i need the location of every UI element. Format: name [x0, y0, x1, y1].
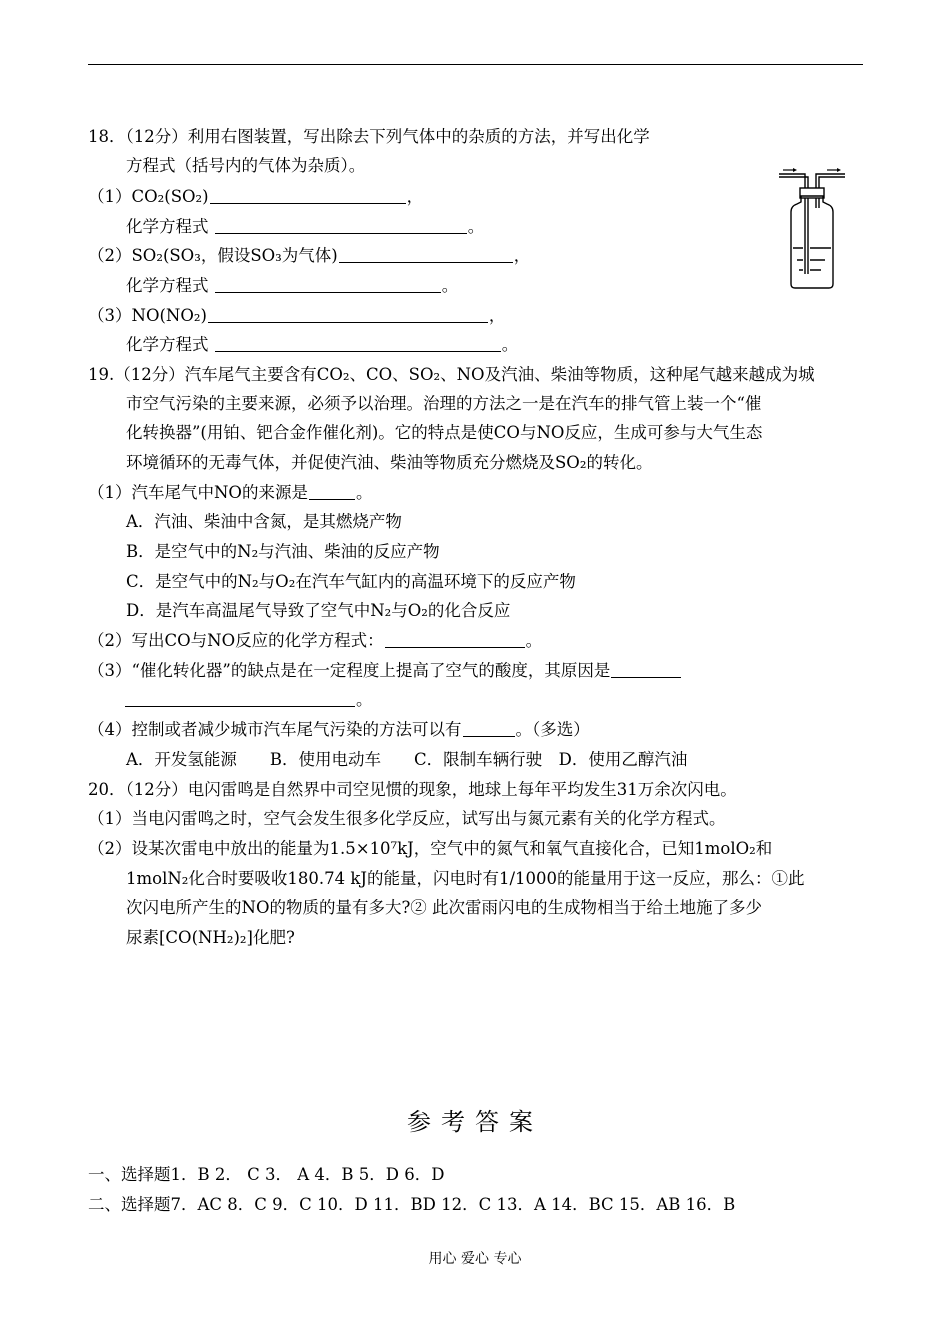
q19-sub-3: [88, 660, 682, 682]
q18-item-3-prefix: （3）: [88, 306, 132, 325]
header-rule: [88, 64, 863, 65]
q19-option-a: A．汽油、柴油中含氮，是其燃烧产物: [126, 512, 402, 531]
q19-sub-4-text: （4）控制或者减少城市汽车尾气污染的方法可以有: [88, 720, 462, 739]
q18-item-2-formula: SO₂(SO₃，假设SO₃为气体): [131, 246, 338, 265]
q18-item-2-prefix: （2）: [88, 246, 132, 265]
comma: ，: [488, 306, 506, 325]
answer-blank[interactable]: [385, 631, 525, 648]
answer-blank[interactable]: [215, 276, 441, 293]
q19-sub-4: [88, 719, 590, 741]
q19-sub-2-text: （2）写出CO与NO反应的化学方程式：: [88, 631, 384, 650]
q18-item-2: [88, 245, 530, 267]
q20-sub-2-line-2: 1molN₂化合时要吸收180.74 kJ的能量，闪电时有1/1000的能量用于这一反应，那么：①此: [126, 869, 805, 888]
q18-item-3: [88, 305, 505, 327]
q20-heading: 20．（12分）电闪雷鸣是自然界中司空见惯的现象，地球上每年平均发生31万余次闪电。: [88, 780, 737, 799]
answer-blank[interactable]: [309, 483, 355, 500]
answer-blank[interactable]: [208, 306, 488, 323]
q20-sub-2-line-3: 次闪电所产生的NO的物质的量有多大?② 此次雷雨闪电的生成物相当于给土地施了多少: [126, 898, 763, 917]
answer-blank[interactable]: [611, 661, 681, 678]
q19-option-b: B．是空气中的N₂与汽油、柴油的反应产物: [126, 542, 440, 561]
q20-sub-2-line-4: 尿素[CO(NH₂)₂]化肥?: [126, 928, 295, 947]
q19-heading-line-3: 化转换器”(用铂、钯合金作催化剂)。它的特点是使CO与NO反应，生成可参与大气生态: [126, 423, 763, 442]
period: 。: [356, 690, 373, 709]
answer-blank[interactable]: [215, 217, 467, 234]
q18-heading-cont: 方程式（括号内的气体为杂质）。: [126, 156, 366, 175]
comma: ，: [513, 246, 531, 265]
q19-sub-3-text: （3）“催化转化器”的缺点是在一定程度上提高了空气的酸度，其原因是: [88, 661, 611, 680]
equation-label: 化学方程式: [126, 335, 209, 354]
period: 。: [501, 335, 519, 354]
q18-item-1-prefix: （1）: [88, 187, 132, 206]
q20-sub-2-line-1: （2）设某次雷电中放出的能量为1.5×10⁷kJ，空气中的氮气和氧气直接化合，已知1molO₂和: [88, 839, 773, 858]
q18-item-3-equation: [126, 334, 518, 356]
answer-blank[interactable]: [210, 187, 406, 204]
q19-sub-2: [88, 630, 542, 652]
answers-row-1: 一、选择题1．B 2． C 3． A 4．B 5．D 6．D: [88, 1165, 445, 1184]
q19-heading-line-4: 环境循环的无毒气体，并促使汽油、柴油等物质充分燃烧及SO₂的转化。: [126, 453, 653, 472]
gas-washing-bottle-diagram: [773, 168, 851, 292]
period: 。: [441, 276, 459, 295]
answer-blank[interactable]: [215, 335, 501, 352]
answers-row-2: 二、选择题7．AC 8．C 9．C 10．D 11．BD 12．C 13．A 14．BC 15．AB 16．B: [88, 1195, 736, 1214]
page-footer: 用心 爱心 专心: [428, 1251, 522, 1267]
q18-item-1: [88, 186, 423, 208]
q18-item-1-formula: CO₂(SO₂): [131, 187, 209, 206]
q19-heading-line-2: 市空气污染的主要来源，必须予以治理。治理的方法之一是在汽车的排气管上装一个“催: [126, 394, 762, 413]
q19-sub-4-options: A．开发氢能源 B．使用电动车 C．限制车辆行驶 D．使用乙醇汽油: [126, 750, 688, 769]
equation-label: 化学方程式: [126, 276, 209, 295]
q19-sub-3-cont: [124, 689, 373, 711]
q19-option-d: D．是汽车高温尾气导致了空气中N₂与O₂的化合反应: [126, 601, 511, 620]
q19-sub-1: [88, 482, 372, 504]
q18-item-2-equation: [126, 275, 458, 297]
q19-sub-1-text: （1）汽车尾气中NO的来源是: [88, 483, 308, 502]
q19-option-c: C．是空气中的N₂与O₂在汽车气缸内的高温环境下的反应产物: [126, 572, 576, 591]
comma: ，: [406, 187, 424, 206]
q18-item-1-equation: [126, 216, 484, 238]
answers-title: 参考答案: [407, 1108, 543, 1136]
answer-blank[interactable]: [339, 246, 513, 263]
period: 。: [467, 217, 485, 236]
answer-blank[interactable]: [125, 690, 355, 707]
answer-blank[interactable]: [463, 720, 515, 737]
equation-label: 化学方程式: [126, 217, 209, 236]
q18-item-3-formula: NO(NO₂): [131, 306, 207, 325]
period: 。: [355, 483, 373, 502]
multi-select-note: 。（多选）: [515, 720, 590, 739]
q18-heading: 18．（12分）利用右图装置，写出除去下列气体中的杂质的方法，并写出化学: [88, 127, 650, 146]
q19-heading-line-1: 19.（12分）汽车尾气主要含有CO₂、CO、SO₂、NO及汽油、柴油等物质，这种尾气越来越成为城: [88, 365, 815, 384]
q20-sub-1: （1）当电闪雷鸣之时，空气会发生很多化学反应，试写出与氮元素有关的化学方程式。: [88, 809, 726, 828]
period: 。: [525, 631, 543, 650]
